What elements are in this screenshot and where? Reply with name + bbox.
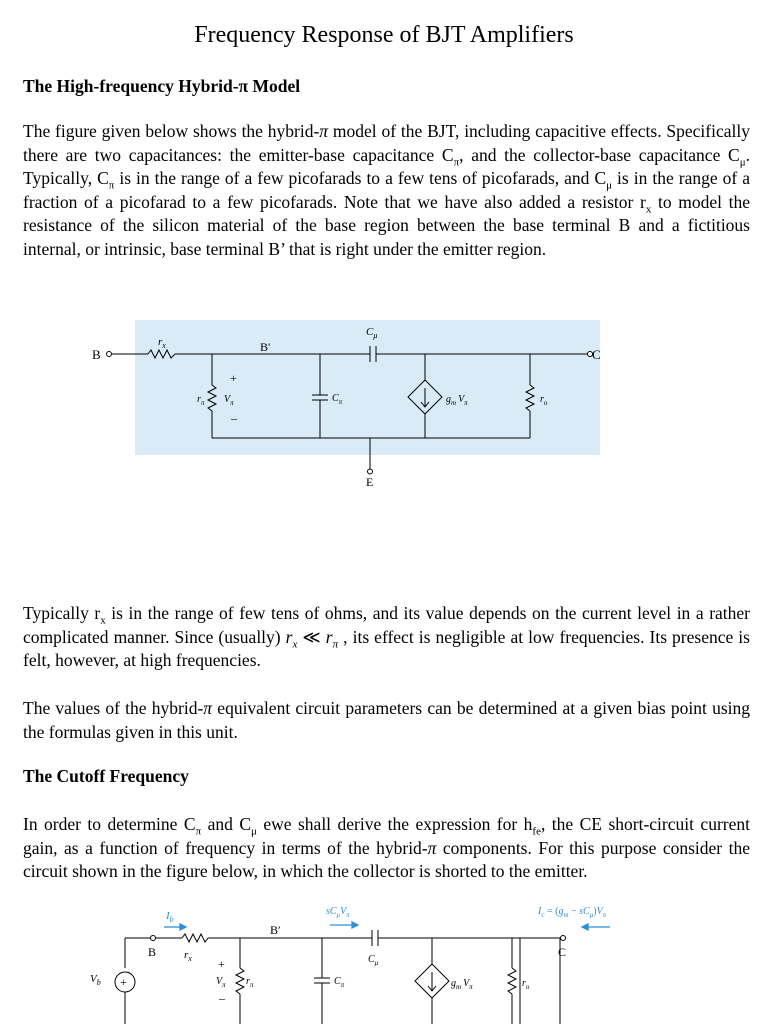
short-circuit-gain-figure — [80, 896, 680, 1024]
vpi-label: $V_\pi$ — [224, 394, 234, 407]
paragraph-parameter-values: The values of the hybrid-π equivalent circuit parameters can be determined at a given bias point using the formulas given in this unit. — [23, 698, 750, 742]
rx-label: $r_x$ — [158, 336, 166, 350]
node-bprime-label: B′ — [260, 340, 271, 354]
terminal-e-label: E — [366, 475, 374, 489]
ib-label: $I_b$ — [166, 910, 174, 924]
ro-label: $r_o$ — [540, 394, 548, 407]
paragraph-cutoff-intro: In order to determine $C_\pi$ and $C_\mu$ ewe shall derive the expression for $h_{fe}$, the CE short-circuit current gain, as a function of frequency in terms of the hybrid-π components. For this purpose consider the circuit shown in the figure below, in which the collector is shorted to the emitter. — [23, 814, 751, 882]
terminal-b-label: B — [148, 945, 157, 959]
terminal-c-label: C — [592, 347, 601, 362]
vpi-minus: – — [231, 411, 237, 425]
section-heading-hybrid-pi: The High-frequency Hybrid-π Model — [23, 76, 301, 96]
node-bprime-label: B′ — [270, 923, 281, 937]
scmu-vpi-label: $sC_\mu V_\pi$ — [326, 906, 350, 919]
paragraph-hybrid-pi-intro: The figure given below shows the hybrid-π model of the BJT, including capacitive effects. Specifically there are two capacitances: the emitter-base capacitance $C_\pi$, and the collector-base capacitance $C_\mu$. Typically, $C_\pi$ is in the range of a few picofarads to a few tens of picofarads, and $C_\mu$ is in the range of a fraction of a picofarad to a few picofarads. Note that we have also added a resistor $r_x$ to model the resistance of the silicon material of the base region between the base terminal B and a fictitious internal, or intrinsic, base terminal B’ that is right under the emitter region. — [23, 121, 751, 259]
paragraph-rx-typical: Typically $r_x$ is in the range of few tens of ohms, and its value depends on the current level in a rather complicated manner. Since (usually) $r_x$ ≪ $r_\pi$ , its effect is negligible at low frequencies. Its presence is felt, however, at high frequencies. — [23, 603, 750, 671]
cmu-label: $C_\mu$ — [366, 326, 378, 340]
gm-vpi-label: $g_m$ $V_\pi$ — [451, 978, 473, 991]
cpi-label: $C_\pi$ — [332, 393, 343, 406]
cpi-label: $C_\pi$ — [334, 976, 345, 989]
rx-label: $r_x$ — [184, 949, 192, 963]
section-heading-cutoff-frequency: The Cutoff Frequency — [23, 766, 189, 786]
vb-source-plus: + — [120, 975, 127, 989]
ic-equation-label: $I_c = (g_m - sC_\mu)V_\pi$ — [538, 906, 607, 919]
vpi-label: $V_\pi$ — [216, 976, 226, 989]
rpi-label: $r_\pi$ — [197, 394, 205, 407]
terminal-c-label: C — [558, 945, 567, 959]
vpi-minus: – — [219, 991, 225, 1005]
page-title: Frequency Response of BJT Amplifiers — [194, 22, 574, 48]
vpi-plus: + — [218, 957, 225, 971]
vpi-plus: + — [230, 371, 237, 385]
ro-label: $r_o$ — [522, 978, 530, 991]
cmu-label: $C_\mu$ — [368, 954, 379, 967]
terminal-b-label: B — [92, 347, 101, 362]
hybrid-pi-circuit-figure — [90, 318, 610, 490]
gm-vpi-label: $g_m$ $V_\pi$ — [446, 394, 468, 407]
vb-label: $V_b$ — [90, 973, 101, 987]
rpi-label: $r_\pi$ — [246, 976, 254, 989]
